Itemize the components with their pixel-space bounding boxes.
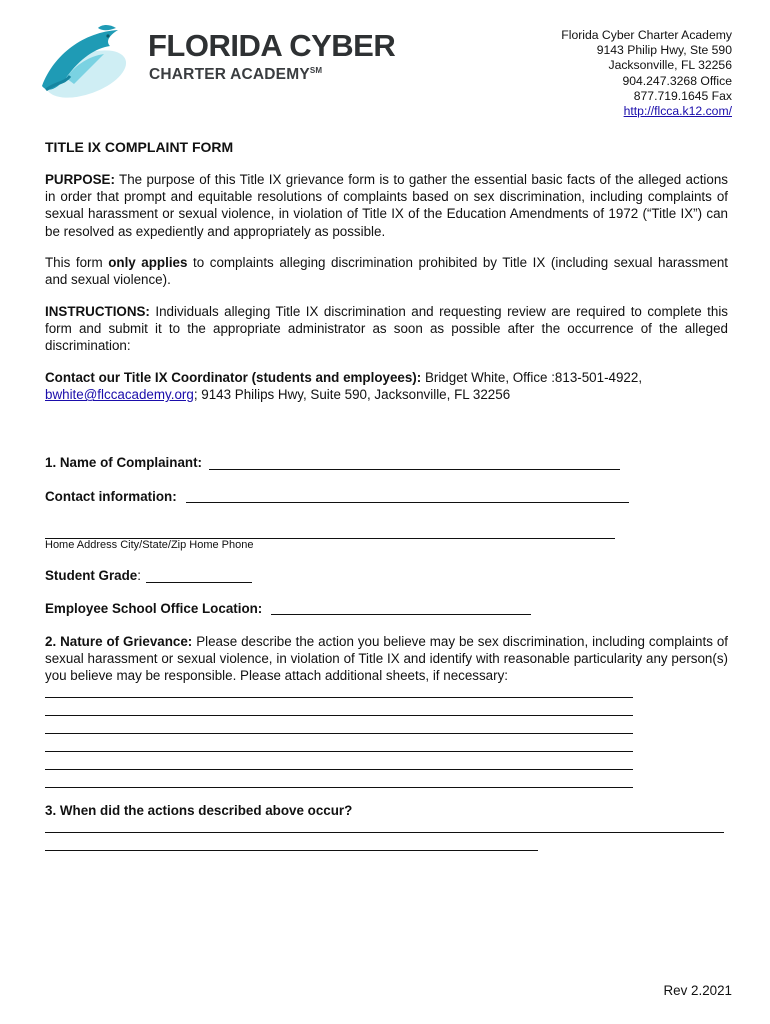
- purpose-label: PURPOSE:: [45, 172, 115, 187]
- instructions-label: INSTRUCTIONS:: [45, 304, 150, 319]
- nature-label: 2. Nature of Grievance:: [45, 634, 193, 649]
- only-applies-emphasis: only applies: [108, 255, 188, 270]
- applies-paragraph: This form only applies to complaints alleging discrimination prohibited by Title IX (including sexual harassment and sexual violence).: [45, 255, 728, 288]
- employee-location-label: Employee School Office Location:: [45, 601, 263, 616]
- nature-paragraph: [45, 633, 728, 685]
- address-hint: Home Address City/State/Zip Home Phone: [45, 539, 254, 551]
- when-line[interactable]: [45, 850, 538, 851]
- purpose-paragraph: [45, 171, 728, 240]
- logo-subtitle: CHARTER ACADEMY℠: [149, 66, 323, 84]
- contact-paragraph: Contact our Title IX Coordinator (students and employees): Bridget White, Office :813-501-4922, bwhite@flccacademy.org; 9143 Philips Hwy, Suite 590, Jacksonville, FL 32256: [45, 370, 643, 403]
- complainant-name-label: 1. Name of Complainant:: [45, 455, 202, 470]
- form-title: TITLE IX COMPLAINT FORM: [45, 139, 234, 155]
- employee-location-line[interactable]: [271, 614, 531, 615]
- grievance-line[interactable]: [45, 769, 633, 770]
- coordinator-label: Contact our Title IX Coordinator (students and employees):: [45, 370, 422, 385]
- contact-info-label: Contact information:: [45, 489, 177, 504]
- service-mark: SM: [309, 66, 323, 75]
- when-label: 3. When did the actions described above occur?: [45, 803, 353, 818]
- grievance-line[interactable]: [45, 751, 633, 752]
- when-line[interactable]: [45, 832, 724, 833]
- logo: [36, 24, 396, 98]
- coordinator-email-link[interactable]: bwhite@flccacademy.org: [45, 387, 194, 403]
- school-name: Florida Cyber Charter Academy: [561, 28, 732, 42]
- grievance-line[interactable]: [45, 715, 633, 716]
- logo-title: FLORIDA CYBER: [148, 28, 396, 63]
- office-phone: 904.247.3268 Office: [622, 73, 732, 88]
- city-state-zip: Jacksonville, FL 32256: [608, 58, 732, 73]
- student-grade-line[interactable]: [146, 582, 252, 583]
- instructions-paragraph: [45, 303, 728, 355]
- website-link[interactable]: http://flcca.k12.com/: [623, 104, 732, 119]
- grievance-line[interactable]: [45, 697, 633, 698]
- revision-label: Rev 2.2021: [663, 983, 732, 998]
- instructions-text: Individuals alleging Title IX discrimination and requesting review are required to complete this form and submit it to the appropriate administrator as soon as possible after the occurrence of the alleged discrimination:: [45, 304, 728, 354]
- student-grade-label: Student Grade:: [45, 568, 141, 583]
- dolphin-icon: [36, 24, 146, 98]
- address-block: [561, 28, 732, 119]
- complainant-name-line[interactable]: [209, 469, 620, 470]
- grievance-line[interactable]: [45, 733, 633, 734]
- fax-number: 877.719.1645 Fax: [633, 88, 732, 103]
- purpose-text: The purpose of this Title IX grievance form is to gather the essential basic facts of the alleged actions in order that prompt and equitable resolutions of complaints based on sex discrimination, including complaints of sexual harassment or sexual violence, in violation of Title IX of the Education Amendments of 1972 (“Title IX”) can be resolved as expediently and appropriately as possible.: [45, 172, 728, 239]
- nature-text: Please describe the action you believe may be sex discrimination, including complaints of sexual harassment or sexual violence, in violation of Title IX and identify with reasonable particularity any person(s) you believe may be responsible. Please attach additional sheets, if necessary:: [45, 634, 729, 684]
- contact-info-line[interactable]: [186, 502, 629, 503]
- grievance-line[interactable]: [45, 787, 633, 788]
- street-address: 9143 Philip Hwy, Ste 590: [596, 43, 732, 58]
